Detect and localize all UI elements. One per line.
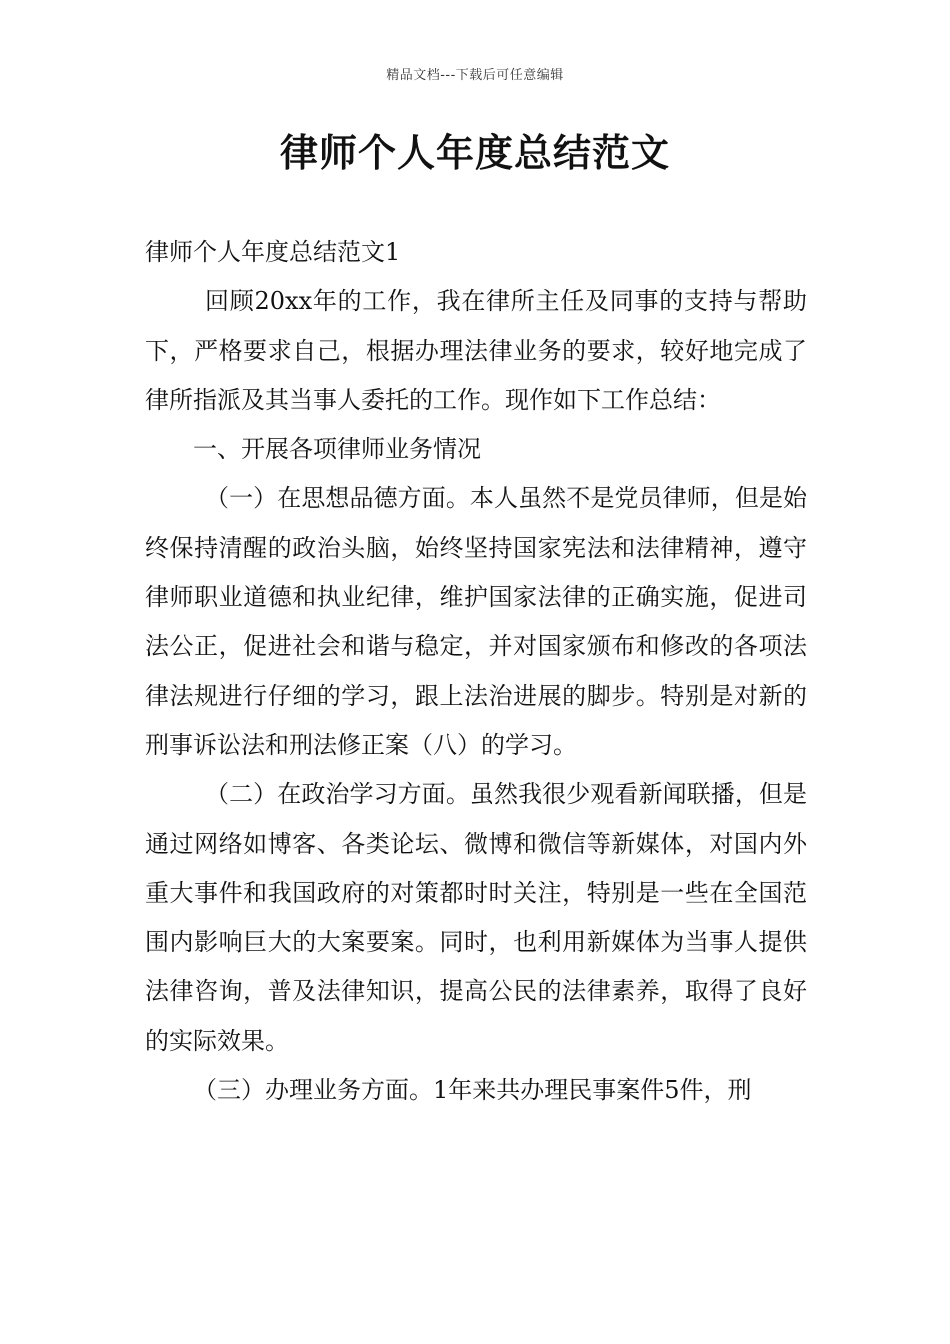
document-body [145, 228, 807, 1115]
paragraph-business: （三）办理业务方面。1年来共办理民事案件5件，刑 [193, 1076, 752, 1105]
paragraph-politics: （二）在政治学习方面。虽然我很少观看新闻联播，但是通过网络如博客、各类论坛、微博和微信等新媒体，对国内外重大事件和我国政府的对策都时时关注，特别是一些在全国范围内影响巨大的大案要案。同时，也利用新媒体为当事人提供法律咨询，普及法律知识，提高公民的法律素养，取得了良好的实际效果。 [145, 780, 807, 1055]
header-note: 精品文档---下载后可任意编辑 [386, 68, 564, 83]
paragraph-intro: 回顾20xx年的工作，我在律所主任及同事的支持与帮助下，严格要求自己，根据办理法律业务的要求，较好地完成了律所指派及其当事人委托的工作。现作如下工作总结： [145, 287, 807, 414]
section-heading: 一、开展各项律师业务情况 [193, 435, 481, 464]
section-subtitle: 律师个人年度总结范文1 [145, 238, 401, 266]
paragraph-ideology: （一）在思想品德方面。本人虽然不是党员律师，但是始终保持清醒的政治头脑，始终坚持国家宪法和法律精神，遵守律师职业道德和执业纪律，维护国家法律的正确实施，促进司法公正，促进社会和谐与稳定，并对国家颁布和修改的各项法律法规进行仔细的学习，跟上法治进展的脚步。特别是对新的刑事诉讼法和刑法修正案（八）的学习。 [145, 484, 807, 759]
document-title: 律师个人年度总结范文 [279, 131, 670, 175]
